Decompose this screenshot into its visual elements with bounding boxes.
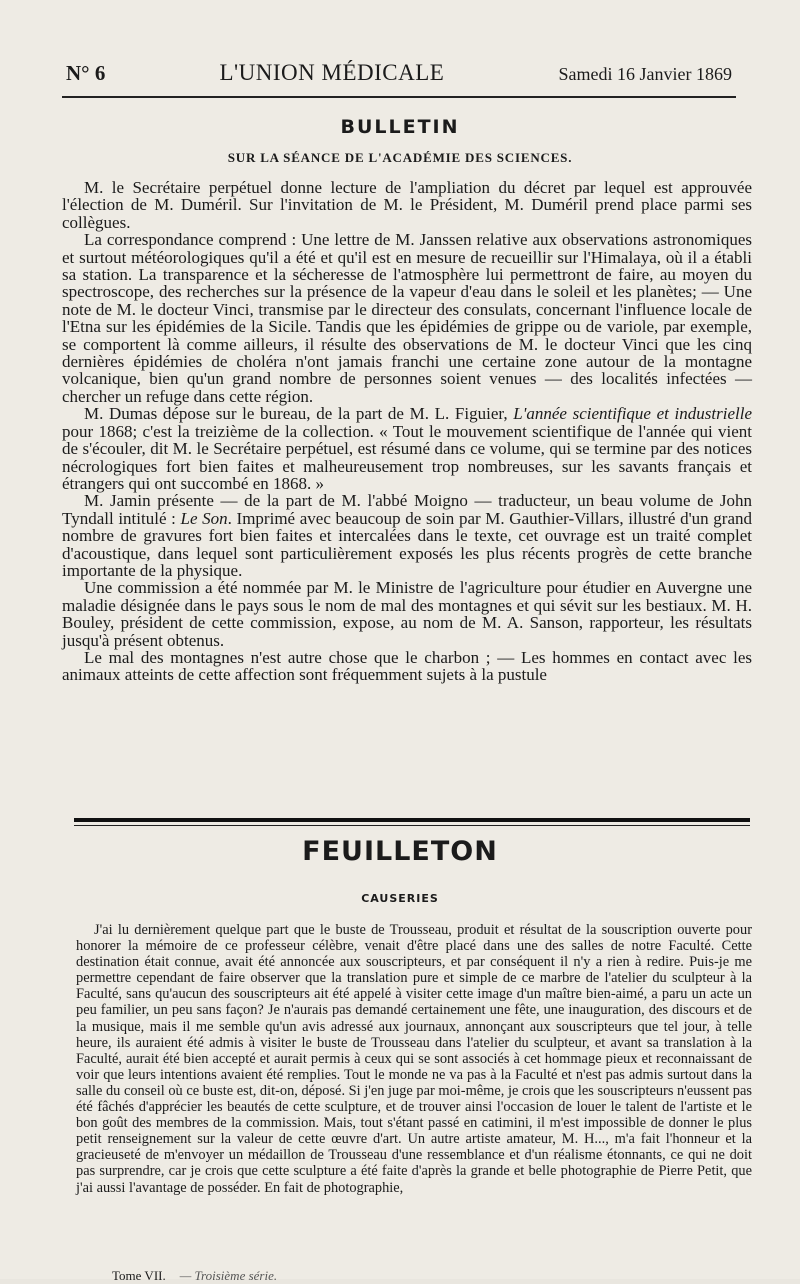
page-header [66, 60, 732, 94]
issue-number: N° 6 [66, 61, 106, 85]
bulletin-paragraph: M. le Secrétaire perpétuel donne lecture de l'ampliation du décret par lequel est approuvée l'élection de M. Duméril. Sur l'invitation de M. le Président, M. Duméril prend place parmi ses collègues. [62, 178, 752, 232]
feuilleton-paragraph: J'ai lu dernièrement quelque part que le buste de Trousseau, produit et résultat de la souscription ouverte pour honorer la mémoire de ce professeur célèbre, venait d'être placé dans une des salles de notre Faculté. Cette destination était connue, avait été annoncée aux souscripteurs, et par conséquent il n'y a rien à redire. Puis-je me permettre cependant de faire observer que la translation pure et simple de ce marbre de l'atelier du sculpteur à la Faculté, sans qu'aucun des souscripteurs ait été appelé à visiter cette image d'un maître bien-aimé, a paru un acte un peu familier, un peu sans façon? Je n'aurais pas demandé certainement une fête, une inauguration, des discours et de la musique, mais il me semble qu'un avis adressé aux journaux, annonçant aux souscripteurs que tel jour, à telle heure, ils auraient été admis à visiter le buste de Trousseau dans l'atelier du sculpteur, et avant sa translation à la Faculté, aurait été bien accepté et aurait permis à ceux qui se sont associés à cet hommage pieux et reconnaissant de voir que leurs intentions avaient été remplies. Tout le monde ne va pas à la Faculté et n'est pas admis surtout dans la salle du conseil où ce buste est, dit-on, déposé. Si j'en juge par moi-même, je crois que les souscripteurs n'eussent pas été fâchés d'apprécier les beautés de cette sculpture, et de trouver ainsi l'occasion de louer le talent de l'artiste et le bon goût des membres de la commission. Mais, tout s'étant passé en catimini, il m'est impossible de donner le plus petit renseignement sur la valeur de cette œuvre d'art. Un autre artiste amateur, M. H..., m'a fait l'honneur et la gracieuseté de m'envoyer un médaillon de Trousseau d'une ressemblance et d'un réalisme étonnants, ce qui ne doit pas surprendre, car je crois que cette sculpture a été faite d'après la grande et belle photographie de Pierre Petit, que j'ai aussi l'avantage de posséder. En fait de photographie, [76, 922, 752, 1196]
text-run: pour 1868; c'est la treizième de la collection. « Tout le mouvement scientifique de l'année qui vient de s'écouler, dit M. le Secrétaire perpétuel, est résumé dans ce volume, qui se termine par des notices nécrologiques fort bien faites et malheureusement trop nombreuses, sur les savants français et étrangers qui ont succombé en 1868. » [62, 421, 752, 493]
journal-title: L'UNION MÉDICALE [219, 60, 445, 85]
page-footer [112, 1268, 277, 1284]
bulletin-paragraph-figuier [62, 405, 752, 492]
bulletin-paragraph: Une commission a été nommée par M. le Ministre de l'agriculture pour étudier en Auvergne une maladie désignée dans le pays sous le nom de mal des montagnes et qui sévit sur les bestiaux. M. H. Bouley, président de cette commission, expose, au nom de M. A. Sanson, rapporteur, les résultats jusqu'à présent obtenus. [62, 578, 752, 650]
bulletin-paragraph: La correspondance comprend : Une lettre de M. Janssen relative aux observations astronomiques et surtout météorologiques qu'il a été et qu'il est en mesure de recueillir sur l'Himalaya, où il a établi sa station. La transparence et la sécheresse de l'atmosphère lui permettront de faire, au moyen du spectroscope, des recherches sur la présence de la vapeur d'eau dans le soleil et les planètes; — Une note de M. le docteur Vinci, transmise par le directeur des consulats, concernant l'influence locale de l'Etna sur les épidémies de la Sicile. Tandis que les épidémies de grippe ou de variole, par exemple, se comportent là comme ailleurs, il résulte des observations de M. le docteur Vinci que les cinq dernières épidémies de choléra n'ont jamais franchi une certaine zone autour de la montagne volcanique, bien qu'un grand nombre de personnes soient venues — des localités infectées — chercher un refuge dans cette région. [62, 230, 752, 406]
text-run: M. Jamin présente — de la part de M. l'abbé Moigno — traducteur, un beau volume de John Tyndall intitulé : [62, 491, 752, 528]
feuilleton-rule-thin [74, 825, 750, 826]
book-title: L'année scientifique et industrielle [513, 404, 752, 424]
bulletin-paragraph-jamin [62, 492, 752, 579]
feuilleton-body [76, 922, 752, 1196]
text-run: M. Dumas dépose sur le bureau, de la part de M. L. Figuier, [84, 404, 514, 424]
bulletin-title: BULLETIN [340, 116, 460, 138]
bulletin-paragraph: Le mal des montagnes n'est autre chose que le charbon ; — Les hommes en contact avec les animaux atteints de cette affection sont fréquemment sujets à la pustule [62, 647, 752, 685]
issue-date: Samedi 16 Janvier 1869 [558, 64, 732, 84]
feuilleton-rule [74, 818, 750, 822]
feuilleton-title: FEUILLETON [302, 836, 498, 867]
section-title: CAUSERIES [361, 892, 439, 905]
bulletin-body [62, 179, 752, 684]
header-rule [62, 96, 736, 98]
bulletin-subtitle: SUR LA SÉANCE DE L'ACADÉMIE DES SCIENCES. [227, 150, 573, 165]
text-run: . Imprimé avec beaucoup de soin par M. Gauthier-Villars, illustré d'un grand nombre de gravures fort bien faites et intercalées dans le texte, cet ouvrage est un traité complet d'acoustique, dans lequel sont particulièrement exposés les plus récents progrès de cette branche importante de la physique. [62, 508, 753, 580]
series-label: — Troisième série. [179, 1268, 278, 1283]
volume-label: Tome VII. [112, 1268, 166, 1283]
book-title: Le Son [180, 508, 228, 528]
